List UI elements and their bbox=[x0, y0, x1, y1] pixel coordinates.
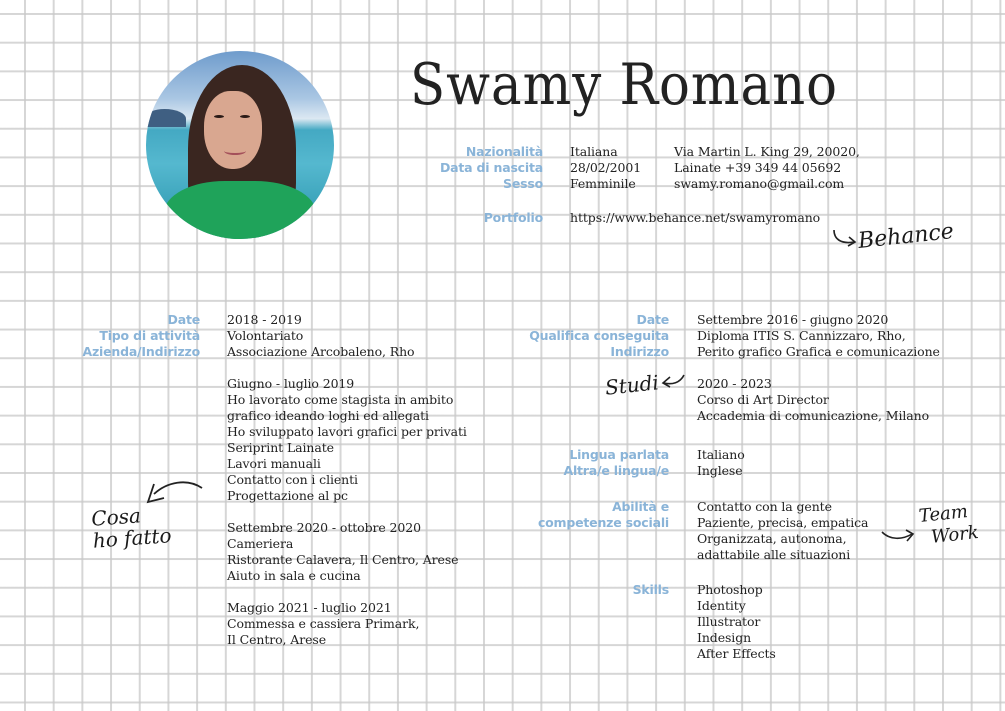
skill-item: Illustrator bbox=[697, 614, 761, 629]
label-address: Indirizzo bbox=[610, 344, 669, 359]
entry-line: Diploma ITIS S. Cannizzaro, Rho, bbox=[697, 328, 906, 343]
label-sex: Sesso bbox=[503, 176, 543, 191]
education-labels bbox=[510, 312, 669, 360]
entry-line: Progettazione al pc bbox=[227, 488, 348, 503]
entry-line: Giugno - luglio 2019 bbox=[227, 376, 355, 391]
personal-labels bbox=[420, 144, 543, 192]
language-values bbox=[697, 447, 745, 479]
entry-line: Maggio 2021 - luglio 2021 bbox=[227, 600, 392, 615]
entry-line: Corso di Art Director bbox=[697, 392, 829, 407]
entry-line: Volontariato bbox=[227, 328, 304, 343]
contact-phone: Lainate +39 349 44 05692 bbox=[674, 160, 842, 175]
experience-entry bbox=[227, 376, 467, 504]
arrow-left-icon bbox=[660, 373, 686, 391]
annotation-behance: Behance bbox=[856, 219, 955, 254]
label-social-skills: Abilità e bbox=[612, 499, 669, 514]
photo-mouth bbox=[224, 147, 246, 155]
entry-line: grafico ideando loghi ed allegati bbox=[227, 408, 429, 423]
portfolio-link[interactable]: https://www.behance.net/swamyromano bbox=[570, 210, 821, 225]
social-skills-values bbox=[697, 499, 868, 563]
annotation-line: ho fatto bbox=[92, 523, 173, 553]
skill-item: Identity bbox=[697, 598, 746, 613]
photo-face bbox=[204, 91, 262, 169]
entry-line: Commessa e cassiera Primark, bbox=[227, 616, 420, 631]
contact-info bbox=[674, 144, 860, 192]
label-portfolio: Portfolio bbox=[483, 210, 543, 225]
entry-line: Seriprint Lainate bbox=[227, 440, 334, 455]
personal-values bbox=[570, 144, 641, 192]
label-date: Date bbox=[636, 312, 669, 327]
label-qualification: Qualifica conseguita bbox=[529, 328, 669, 343]
photo-eye-left bbox=[214, 115, 224, 118]
entry-line: Settembre 2016 - giugno 2020 bbox=[697, 312, 889, 327]
annotation-studi: Studi bbox=[603, 370, 660, 400]
label-date: Date bbox=[167, 312, 200, 327]
label-spoken-language: Lingua parlata bbox=[569, 447, 669, 462]
social-skill-item: Contatto con la gente bbox=[697, 499, 832, 514]
social-skills-labels bbox=[510, 499, 669, 531]
skill-item: Indesign bbox=[697, 630, 752, 645]
photo-eye-right bbox=[240, 115, 250, 118]
profile-photo bbox=[146, 51, 334, 239]
label-nationality: Nazionalità bbox=[465, 144, 543, 159]
candidate-name: Swamy Romano bbox=[410, 52, 839, 118]
value-sex: Femminile bbox=[570, 176, 636, 191]
annotation-line: Cosa bbox=[90, 503, 142, 531]
label-skills: Skills bbox=[632, 582, 669, 597]
education-entry bbox=[697, 376, 940, 424]
skill-item: Photoshop bbox=[697, 582, 763, 597]
experience-entry bbox=[227, 600, 467, 648]
skill-item: After Effects bbox=[697, 646, 776, 661]
label-birthdate: Data di nascita bbox=[439, 160, 543, 175]
entry-line: Aiuto in sala e cucina bbox=[227, 568, 361, 583]
label-company: Azienda/Indirizzo bbox=[82, 344, 200, 359]
experience-labels bbox=[60, 312, 200, 360]
experience-entry bbox=[227, 312, 467, 360]
entry-line: Lavori manuali bbox=[227, 456, 321, 471]
annotation-line: Work bbox=[930, 521, 980, 548]
photo-mountain bbox=[146, 109, 186, 127]
experience-list bbox=[227, 312, 467, 664]
entry-line: Ho sviluppato lavori grafici per privati bbox=[227, 424, 467, 439]
entry-line: Cameriera bbox=[227, 536, 294, 551]
education-list bbox=[697, 312, 940, 440]
entry-line: Ristorante Calavera, Il Centro, Arese bbox=[227, 552, 459, 567]
entry-line: Ho lavorato come stagista in ambito bbox=[227, 392, 454, 407]
arrow-right-icon bbox=[880, 526, 916, 546]
language-item: Inglese bbox=[697, 463, 743, 478]
entry-line: Accademia di comunicazione, Milano bbox=[697, 408, 929, 423]
photo-shirt bbox=[164, 181, 316, 239]
entry-line: Associazione Arcobaleno, Rho bbox=[227, 344, 415, 359]
annotation-team-work bbox=[918, 500, 980, 550]
language-item: Italiano bbox=[697, 447, 745, 462]
contact-address: Via Martin L. King 29, 20020, bbox=[674, 144, 860, 159]
language-labels bbox=[510, 447, 669, 479]
entry-line: Settembre 2020 - ottobre 2020 bbox=[227, 520, 421, 535]
label-other-languages: Altra/e lingua/e bbox=[563, 463, 669, 478]
entry-line: 2018 - 2019 bbox=[227, 312, 302, 327]
label-social-skills-2: competenze sociali bbox=[537, 515, 669, 530]
value-birthdate: 28/02/2001 bbox=[570, 160, 642, 175]
contact-email[interactable]: swamy.romano@gmail.com bbox=[674, 176, 845, 191]
value-nationality: Italiana bbox=[570, 144, 618, 159]
social-skill-item: Organizzata, autonoma, bbox=[697, 531, 847, 546]
annotation-line: Team bbox=[917, 501, 969, 528]
entry-line: Perito grafico Grafica e comunicazione bbox=[697, 344, 940, 359]
annotation-cosa-ho-fatto bbox=[91, 502, 173, 551]
label-activity-type: Tipo di attività bbox=[99, 328, 200, 343]
social-skill-item: adattabile alle situazioni bbox=[697, 547, 851, 562]
education-entry bbox=[697, 312, 940, 360]
entry-line: 2020 - 2023 bbox=[697, 376, 772, 391]
entry-line: Il Centro, Arese bbox=[227, 632, 327, 647]
social-skill-item: Paziente, precisa, empatica bbox=[697, 515, 869, 530]
experience-entry bbox=[227, 520, 467, 584]
entry-line: Contatto con i clienti bbox=[227, 472, 358, 487]
skills-list bbox=[697, 582, 776, 662]
